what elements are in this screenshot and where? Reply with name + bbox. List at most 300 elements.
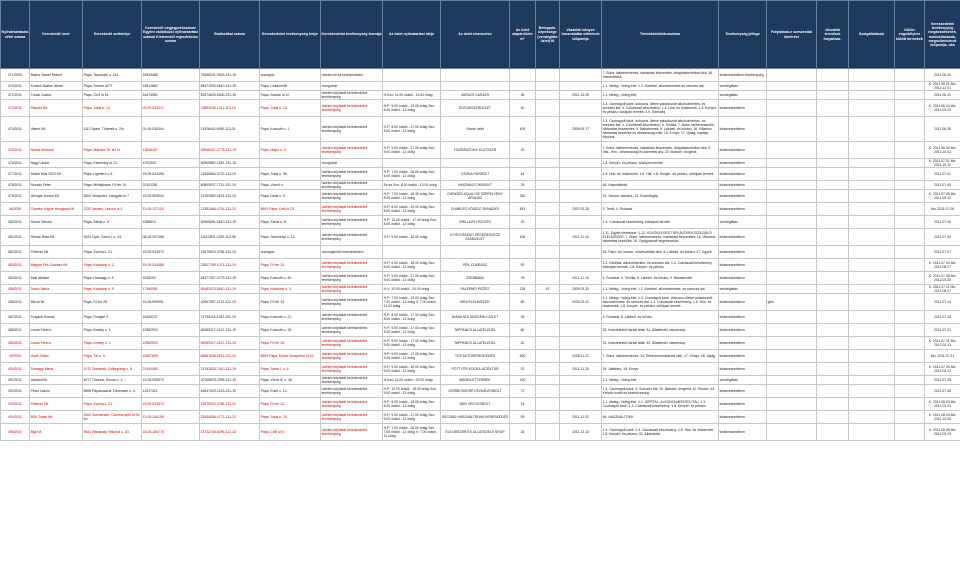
cell-special	[895, 424, 925, 441]
cell-area: 813	[510, 203, 536, 216]
cell-stat: 13382465-4751-113-13	[200, 203, 260, 216]
cell-kind: kiskereskedelem	[719, 259, 767, 272]
cell-shop: MINI ÉLELMISZER	[441, 294, 510, 311]
cell-alcohol	[767, 350, 817, 363]
cell-kind: vendéglátás	[719, 376, 767, 385]
cell-id: 477/2011	[1, 168, 30, 181]
cell-name: Pelendó Kft.	[30, 398, 83, 411]
cell-area: 100	[510, 376, 536, 385]
cell-services	[849, 411, 895, 424]
cell-place: Pápa, Kisfaludy u. 3.	[260, 285, 321, 294]
cell-seat: Pápa, Kmetty u. 1.	[83, 337, 142, 350]
cell-date: 2011.07.06	[925, 229, 960, 246]
cell-place: Pápa, Zárda u. 8.	[260, 216, 321, 229]
cell-shop: ÉLELMISZERÜZLET	[441, 100, 510, 117]
cell-place: Pápa, Fő tér 15.	[260, 337, 321, 350]
cell-book: 2008.09.17	[560, 117, 602, 142]
cell-special	[895, 294, 925, 311]
cell-form: üzleten folytatott kereskedelmi tevékenység	[321, 181, 383, 190]
cell-capacity	[536, 117, 560, 142]
cell-services	[849, 142, 895, 159]
cell-capacity	[536, 159, 560, 168]
cell-area: 250	[510, 190, 536, 203]
cell-id: 481/2011	[1, 229, 30, 246]
cell-form: üzleten folytatott kereskedelmi tevékenység	[321, 294, 383, 311]
cell-capacity	[536, 350, 560, 363]
cell-hours: H-P: 9.00 órától - 17.00 óráig Szo: 9.00 órától - 12 óráig	[383, 272, 441, 285]
cell-kind: kiskereskedelem	[719, 142, 767, 159]
table-row	[1, 181, 960, 190]
header-special: Külön engedélyhez kötött termékek	[895, 1, 925, 69]
cell-kind: vendéglátás	[719, 91, 767, 100]
cell-form: üzleten folytatott kereskedelmi tevékenység	[321, 337, 383, 350]
cell-special	[895, 311, 925, 324]
cell-area: 20	[510, 142, 536, 159]
cell-stat: 64847429-3213-231-19	[200, 385, 260, 398]
cell-special	[895, 190, 925, 203]
cell-place	[260, 159, 321, 168]
cell-hours: Sz és Szo: 8.00 órától - 13.00 óráig	[383, 181, 441, 190]
cell-excise	[817, 246, 849, 259]
cell-date: K: 2011.07.26 Mo: 2012.04.12	[925, 363, 960, 376]
cell-seat: Pápa, Gróf út 51.	[83, 91, 142, 100]
cell-excise	[817, 385, 849, 398]
cell-capacity	[536, 203, 560, 216]
cell-date: 2011.07.18	[925, 311, 960, 324]
cell-seat: Pápa, Zsolna u. 21.	[83, 246, 142, 259]
cell-registry: 01-09-916344	[142, 117, 200, 142]
cell-area: 40	[510, 100, 536, 117]
cell-date: 2011.07.01	[925, 168, 960, 181]
cell-name: Szalai Mús 2010 Kft.	[30, 168, 83, 181]
cell-kind: kiskereskedelem	[719, 363, 767, 376]
cell-seat: Pápa, Jókai u. 14.	[83, 100, 142, 117]
cell-excise	[817, 69, 849, 82]
cell-book	[560, 376, 602, 385]
cell-area: 72	[510, 385, 536, 398]
cell-goods: 1.3. Csomagolt kávé, dobozos, illetve palackozott alkoholmentes- és szeszes ital; 4. Cukrászati készítmény; 1.5. Hús- és hústermék; 1.9. Kenyér- és pékáru, sütőipari termék; 3.9. Édesség	[602, 100, 719, 117]
cell-goods: 1.5. Hús- és hústermék; 1.6. Hal; 1.8. Kenyér- és pékáru, sütőipari termék	[602, 168, 719, 181]
header-goods: Termékkörök/áruszáma	[602, 1, 719, 69]
cell-goods: 4. Ruházat; 6. Textília; 8. Lábbeli- és bőráru; 9. Babatermék	[602, 272, 719, 285]
cell-capacity	[536, 311, 560, 324]
cell-capacity	[536, 385, 560, 398]
table-row	[1, 229, 960, 246]
cell-services	[849, 229, 895, 246]
cell-date: K: 2011.08.08 Mo: 2012.03.19	[925, 424, 960, 441]
cell-stat: 23894248-1011-113-19	[200, 100, 260, 117]
cell-place: Pápa, Celli út 6.	[260, 424, 321, 441]
cell-area: 128	[510, 285, 536, 294]
cell-capacity	[536, 398, 560, 411]
cell-registry: 19-09-514570	[142, 246, 200, 259]
cell-goods: 1.1. Meleg-, hideg étel; 1.2. Kávéital, alkoholmentes és szeszes ital;	[602, 82, 719, 91]
cell-services	[849, 324, 895, 337]
cell-seat: 8200 Veszprém, Házgyári út 7.	[83, 190, 142, 203]
cell-seat: Pápa, Hadnagy u. 8.	[83, 272, 142, 285]
cell-id: 494/2011	[1, 411, 30, 424]
cell-book	[560, 246, 602, 259]
cell-date: K: 2011.07.08 Mo: 2012.03.30	[925, 272, 960, 285]
cell-excise	[817, 272, 849, 285]
cell-shop: GIENGER AQUA-VÍZ SZERELVÉNY ÁRUHÁZ	[441, 190, 510, 203]
cell-kind: kiskereskedelem	[719, 100, 767, 117]
cell-registry: 15812882	[142, 82, 200, 91]
cell-id: 474/2011	[1, 117, 30, 142]
cell-capacity	[536, 142, 560, 159]
cell-area: 405	[510, 117, 536, 142]
cell-registry: 09-09-514371	[142, 100, 200, 117]
cell-services	[849, 181, 895, 190]
cell-area: 35	[510, 424, 536, 441]
cell-capacity	[536, 272, 560, 285]
cell-alcohol: igen	[767, 294, 817, 311]
cell-excise	[817, 285, 849, 294]
cell-id: 476/2011	[1, 159, 30, 168]
cell-book: 2011.11.25	[560, 363, 602, 376]
cell-kind: kiskereskedelmi tevékenység	[719, 69, 767, 82]
cell-capacity	[536, 100, 560, 117]
cell-book	[560, 181, 602, 190]
table-row	[1, 424, 960, 441]
cell-book	[560, 259, 602, 272]
cell-date: 2011.07.28	[925, 376, 960, 385]
cell-services	[849, 117, 895, 142]
cell-stat: 50909587-1581-231-19	[200, 159, 260, 168]
header-area: Az üzlet alapterülete m²	[510, 1, 536, 69]
header-name: Kereskedő neve	[30, 1, 83, 69]
cell-date: K: 2011.08.03 Mo: 2012.01.31	[925, 398, 960, 411]
cell-shop: VARÁZS GARÁZS	[441, 91, 510, 100]
cell-services	[849, 203, 895, 216]
cell-seat: Pápa, Kisfaludy u. 2.	[83, 259, 142, 272]
cell-excise	[817, 142, 849, 159]
cell-shop: PÖTTYÖS KOCKA JÁTÉKTÁR	[441, 363, 510, 376]
cell-excise	[817, 190, 849, 203]
cell-hours: H-P: 7.00 órától - 16.30 óráig Szo: 8.00 órától - 12 óráig	[383, 190, 441, 203]
cell-form: üzleten folytatott kereskedelmi tevékenység	[321, 203, 383, 216]
cell-book: 2009.03.30	[560, 285, 602, 294]
header-kind: Tevékenység jellege	[719, 1, 767, 69]
cell-area: 500	[510, 350, 536, 363]
cell-form: üzleten folytatott kereskedelmi tevékenység	[321, 259, 383, 272]
cell-hours: H-V: 10.00 órától - 24.00 óráig	[383, 285, 441, 294]
cell-hours: H-P: 8.00 órától - 17.00 óráig Szo: 8.00 órától - 12 óráig	[383, 117, 441, 142]
cell-place: 8500 Pápa, Kölcei Veszprémi út 42.	[260, 350, 321, 363]
cell-hours: H-P: 9.00 órától - 16.00 óráig Szo: 9.00 órától - 12 óráig	[383, 363, 441, 376]
header-excise: Jövedéki termékek forgalmaz.	[817, 1, 849, 69]
cell-registry: 21394480	[142, 363, 200, 376]
cell-shop	[441, 69, 510, 82]
cell-hours: H-P: 7.00 órától - 18.00 óráig Szo: 7.00 órától - 12 óráig V: 7.00 órától - 11 óráig	[383, 424, 441, 441]
cell-shop: GRILLÁZS FAGYIZÓ	[441, 216, 510, 229]
cell-shop: DIANA NOI DIVATÁRU ÜZLET	[441, 311, 510, 324]
cell-special	[895, 259, 925, 272]
cell-kind: kiskereskedelem	[719, 294, 767, 311]
cell-goods: 1.8. Kenyér- és pékáru, sütőipari termék	[602, 159, 719, 168]
cell-area: 36	[510, 91, 536, 100]
cell-alcohol	[767, 82, 817, 91]
cell-place: Pápa, Fő tér 14.	[260, 294, 321, 311]
cell-form: üzleten folytatott kereskedelmi tevékenység	[321, 376, 383, 385]
cell-seat: 9024 Győr, Szent I. u. 43.	[83, 229, 142, 246]
table-row	[1, 82, 960, 91]
cell-area: 59	[510, 411, 536, 424]
cell-excise	[817, 117, 849, 142]
table-row	[1, 398, 960, 411]
table-row	[1, 411, 960, 424]
cell-special	[895, 100, 925, 117]
cell-hours	[383, 246, 441, 259]
cell-shop: FODRÁSZCIKK KLATSZER	[441, 142, 510, 159]
cell-kind: kiskereskedelem	[719, 350, 767, 363]
cell-date: K: 2011.07.21 Mo: 2012.02.13	[925, 337, 960, 350]
cell-id: 472/2011	[1, 100, 30, 117]
cell-date: K: 2011.07.01 Mo: 2011.10.12	[925, 159, 960, 168]
cell-date: 2011.07.21	[925, 324, 960, 337]
table-row	[1, 285, 960, 294]
cell-form: üzleten folytatott kereskedelmi tevékenység	[321, 216, 383, 229]
cell-kind: kiskereskedelem	[719, 272, 767, 285]
cell-id: 487/2011	[1, 311, 30, 324]
cell-shop: MINI VEGYESBOLT	[441, 398, 510, 411]
cell-shop	[441, 246, 510, 259]
cell-special	[895, 246, 925, 259]
cell-area: 32	[510, 363, 536, 376]
table-row	[1, 159, 960, 168]
cell-special	[895, 117, 925, 142]
cell-hours: H-P: 6.00 órától - 18.00 óráig Szo: 6.00 órától - 12 óráig	[383, 259, 441, 272]
cell-capacity	[536, 181, 560, 190]
cell-date: K: 2011.06.30 Mo: 2012.10.02	[925, 142, 960, 159]
cell-excise	[817, 376, 849, 385]
cell-excise	[817, 363, 849, 376]
cell-place: Pápa, Jókai u. 14.	[260, 100, 321, 117]
cell-kind: kiskereskedelem	[719, 117, 767, 142]
cell-name: Racse Sándor	[30, 216, 83, 229]
cell-hours: H-P: 8.00 órától - 17.00 óráig Szo: 8.00 órától - 12 óráig	[383, 311, 441, 324]
cell-seat: Pápa, Kmetty u. 1.	[83, 324, 142, 337]
cell-registry: 19-09-509026	[142, 190, 200, 203]
table-row	[1, 91, 960, 100]
cell-date: K: 2011.07.04 Mo: 2012.08.27	[925, 259, 960, 272]
cell-alcohol	[767, 190, 817, 203]
cell-capacity	[536, 82, 560, 91]
cell-form: üzleten folytatott kereskedelmi tevékenység	[321, 350, 383, 363]
table-row	[1, 117, 960, 142]
table-row	[1, 246, 960, 259]
cell-name: Rehab-Ráta Kft.	[30, 229, 83, 246]
cell-shop	[441, 82, 510, 91]
cell-book	[560, 337, 602, 350]
cell-registry: 16474560	[142, 91, 200, 100]
cell-form: üzleten kívüli kereskedelem	[321, 69, 383, 82]
cell-services	[849, 100, 895, 117]
cell-kind: kiskereskedelem	[719, 311, 767, 324]
cell-hours: H-P: 7.00 órától - 18.00 óráig Szo: 6.00 órától - 12 óráig	[383, 168, 441, 181]
cell-seat: Pápa, Esterházy út 21.	[83, 159, 142, 168]
table-row	[1, 337, 960, 350]
cell-special	[895, 216, 925, 229]
cell-registry: 12017321	[142, 385, 200, 398]
cell-special	[895, 385, 925, 398]
cell-form: üzleten folytatott kereskedelmi tevékenység	[321, 398, 383, 411]
cell-name: Magyar Pék Cukrász Kft.	[30, 259, 83, 272]
cell-alcohol	[767, 272, 817, 285]
cell-name: Rozsás Péter	[30, 181, 83, 190]
cell-excise	[817, 203, 849, 216]
cell-book: 2008.11.21	[560, 350, 602, 363]
cell-services	[849, 398, 895, 411]
cell-hours: H-P: 9.00 órától - 17.00 óráig Szo: 9.00 órától - 12 óráig	[383, 350, 441, 363]
cell-book	[560, 190, 602, 203]
cell-stat: 64377267-4779-231-19	[200, 272, 260, 285]
cell-name: Kovács Balázs István	[30, 82, 83, 91]
cell-registry: 15406237	[142, 311, 200, 324]
cell-seat: 2072 Zsámbék, Csillagvirág u. 8.	[83, 363, 142, 376]
cell-services	[849, 272, 895, 285]
cell-area: 40	[510, 337, 536, 350]
cell-hours: H-P: 9.00 órától - 17.00 óráig Szo: 9.00 órától - 12 óráig	[383, 324, 441, 337]
cell-area	[510, 82, 536, 91]
cell-date: K: 2011.07.05 Mo: 2011.09.12	[925, 190, 960, 203]
cell-seat: 2000 Szentendre, Cseresznyés út 92 fsz.	[83, 411, 142, 424]
cell-goods: 7. Bútor, lakberendezés, háztartási felszerelés, világítástechnikai cikk; 9. Vas-, fém-, villamossági és szerelési áru; 20. Illatszer, drogéria	[602, 142, 719, 159]
cell-form: üzleten folytatott kereskedelmi tevékenység	[321, 100, 383, 117]
cell-special	[895, 203, 925, 216]
cell-area: 106	[510, 229, 536, 246]
cell-stat: 11926443-4690-113-01	[200, 117, 260, 142]
cell-seat: 2220 Vecsés, Lincoln út 1.	[83, 203, 142, 216]
cell-book	[560, 324, 602, 337]
cell-name: Bigi Kft.	[30, 424, 83, 441]
cell-registry: 4355623	[142, 216, 200, 229]
cell-id: 483/2011	[1, 259, 30, 272]
cell-id: 480/2011	[1, 216, 30, 229]
cell-alcohol	[767, 91, 817, 100]
cell-area	[510, 69, 536, 82]
cell-date: 2011.07.06	[925, 216, 960, 229]
cell-capacity	[536, 363, 560, 376]
cell-place: Pápa, Széchenyi u. 13.	[260, 229, 321, 246]
cell-id: 493/2011	[1, 398, 30, 411]
cell-services	[849, 159, 895, 168]
cell-place: Pápa, Kossuth u. 1.	[260, 117, 321, 142]
cell-alcohol	[767, 117, 817, 142]
cell-alcohol	[767, 398, 817, 411]
cell-area	[510, 159, 536, 168]
table-row	[1, 190, 960, 203]
cell-capacity	[536, 168, 560, 181]
cell-services	[849, 424, 895, 441]
cell-alcohol	[767, 216, 817, 229]
cell-shop: TAPPANCS ÁLLATELEDEL	[441, 337, 510, 350]
cell-area: 80	[510, 294, 536, 311]
table-row	[1, 100, 960, 117]
cell-hours: H-Szo: 11.00 órától - 15.00 óráig	[383, 91, 441, 100]
cell-capacity	[536, 424, 560, 441]
cell-services	[849, 246, 895, 259]
cell-form: üzleten folytatott kereskedelmi tevékenység	[321, 385, 383, 398]
cell-special	[895, 285, 925, 294]
cell-alcohol	[767, 142, 817, 159]
cell-alcohol	[767, 100, 817, 117]
cell-services	[849, 294, 895, 311]
cell-hours: H-P: 9.00 órától - 17.00 óráig Szo: 9.00 órától - 12 óráig	[383, 142, 441, 159]
cell-date: 2011.07.05	[925, 181, 960, 190]
cell-goods: 15. Vasáru, barkács, 13. Számítógép	[602, 190, 719, 203]
cell-name: Mirvai Bt.	[30, 294, 83, 311]
cell-seat: 9641 Rábapaty, Rákóczi u. 83.	[83, 424, 142, 441]
cell-stat: 23527769-1071-113-19	[200, 259, 260, 272]
cell-special	[895, 69, 925, 82]
cell-services	[849, 168, 895, 181]
cell-name: Tankó Mária	[30, 285, 83, 294]
cell-special	[895, 411, 925, 424]
cell-id: 49/2005	[1, 350, 30, 363]
cell-capacity	[536, 246, 560, 259]
cell-seat: 8477 Tükevár, Rózsa u. 1.	[83, 376, 142, 385]
cell-registry: 19-09-514588	[142, 259, 200, 272]
cell-shop: PALERMÓ PIZZÉZ	[441, 285, 510, 294]
cell-alcohol	[767, 69, 817, 82]
cell-hours	[383, 82, 441, 91]
cell-area: 20	[510, 216, 536, 229]
cell-date: K: 2011.08.03 Mo: 2011.10.05	[925, 411, 960, 424]
cell-name: Pelendó Kft.	[30, 246, 83, 259]
cell-goods: 1.1. Meleg-, hideg étel;	[602, 91, 719, 100]
cell-hours	[383, 69, 441, 82]
cell-shop: CSÓKA HÚSBOLT	[441, 168, 510, 181]
cell-alcohol	[767, 424, 817, 441]
cell-place: országos	[260, 246, 321, 259]
cell-id: 46/2005	[1, 203, 30, 216]
cell-registry: 18-09-106776	[142, 424, 200, 441]
header-shop: Az üzlet elnevezése	[441, 1, 510, 69]
cell-seat: Pápa, Tapolcafő u. 114.	[83, 69, 142, 82]
cell-place: országos	[260, 69, 321, 82]
cell-shop: Viamir üzlet	[441, 117, 510, 142]
cell-place: Pápa, Major u. 3.	[260, 142, 321, 159]
cell-place: Pápa, Jókai u. 15.	[260, 411, 321, 424]
cell-goods: 46. Használtcikk	[602, 181, 719, 190]
cell-shop: TOP AUTÓKERESKEDÉS	[441, 350, 510, 363]
cell-place: Pápa, Kossuth u. 22.	[260, 311, 321, 324]
cell-goods: 1.3. Csomagolt kávé; 1.4. Cukrászati készítmény; 1.5. Hús- és hústermék; 1.8. Kenyér- és pékáru; 32. Állateledel	[602, 424, 719, 441]
table-row	[1, 294, 960, 311]
cell-stat: 65374625-5630-231-19	[200, 91, 260, 100]
cell-services	[849, 385, 895, 398]
cell-excise	[817, 411, 849, 424]
table-row	[1, 324, 960, 337]
cell-id: 479/2011	[1, 190, 30, 203]
header-registry: Kereskedő cégjegyzékszáma/ Egyéni vállalkozói nyilvántartási száma/ Kistermelő regisztrációs száma	[142, 1, 200, 69]
cell-form: csomagküldő kereskedelem	[321, 246, 383, 259]
cell-book	[560, 385, 602, 398]
cell-stat: 75636241-9529-231-19	[200, 69, 260, 82]
cell-special	[895, 337, 925, 350]
cell-shop	[441, 159, 510, 168]
cell-stat: 65471900-5610-231-19	[200, 82, 260, 91]
table-row	[1, 142, 960, 159]
cell-registry: 08-09-007466	[142, 229, 200, 246]
cell-shop: CHARLES VÖGELE RUHÁZATI	[441, 203, 510, 216]
cell-kind: kiskereskedelem	[719, 324, 767, 337]
cell-place: Pápa, Szent I. u. 6.	[260, 363, 321, 376]
cell-form: üzleten folytatott kereskedelmi tevékenység	[321, 363, 383, 376]
cell-stat: 65651548-9511-231-19	[200, 350, 260, 363]
table-row	[1, 376, 960, 385]
